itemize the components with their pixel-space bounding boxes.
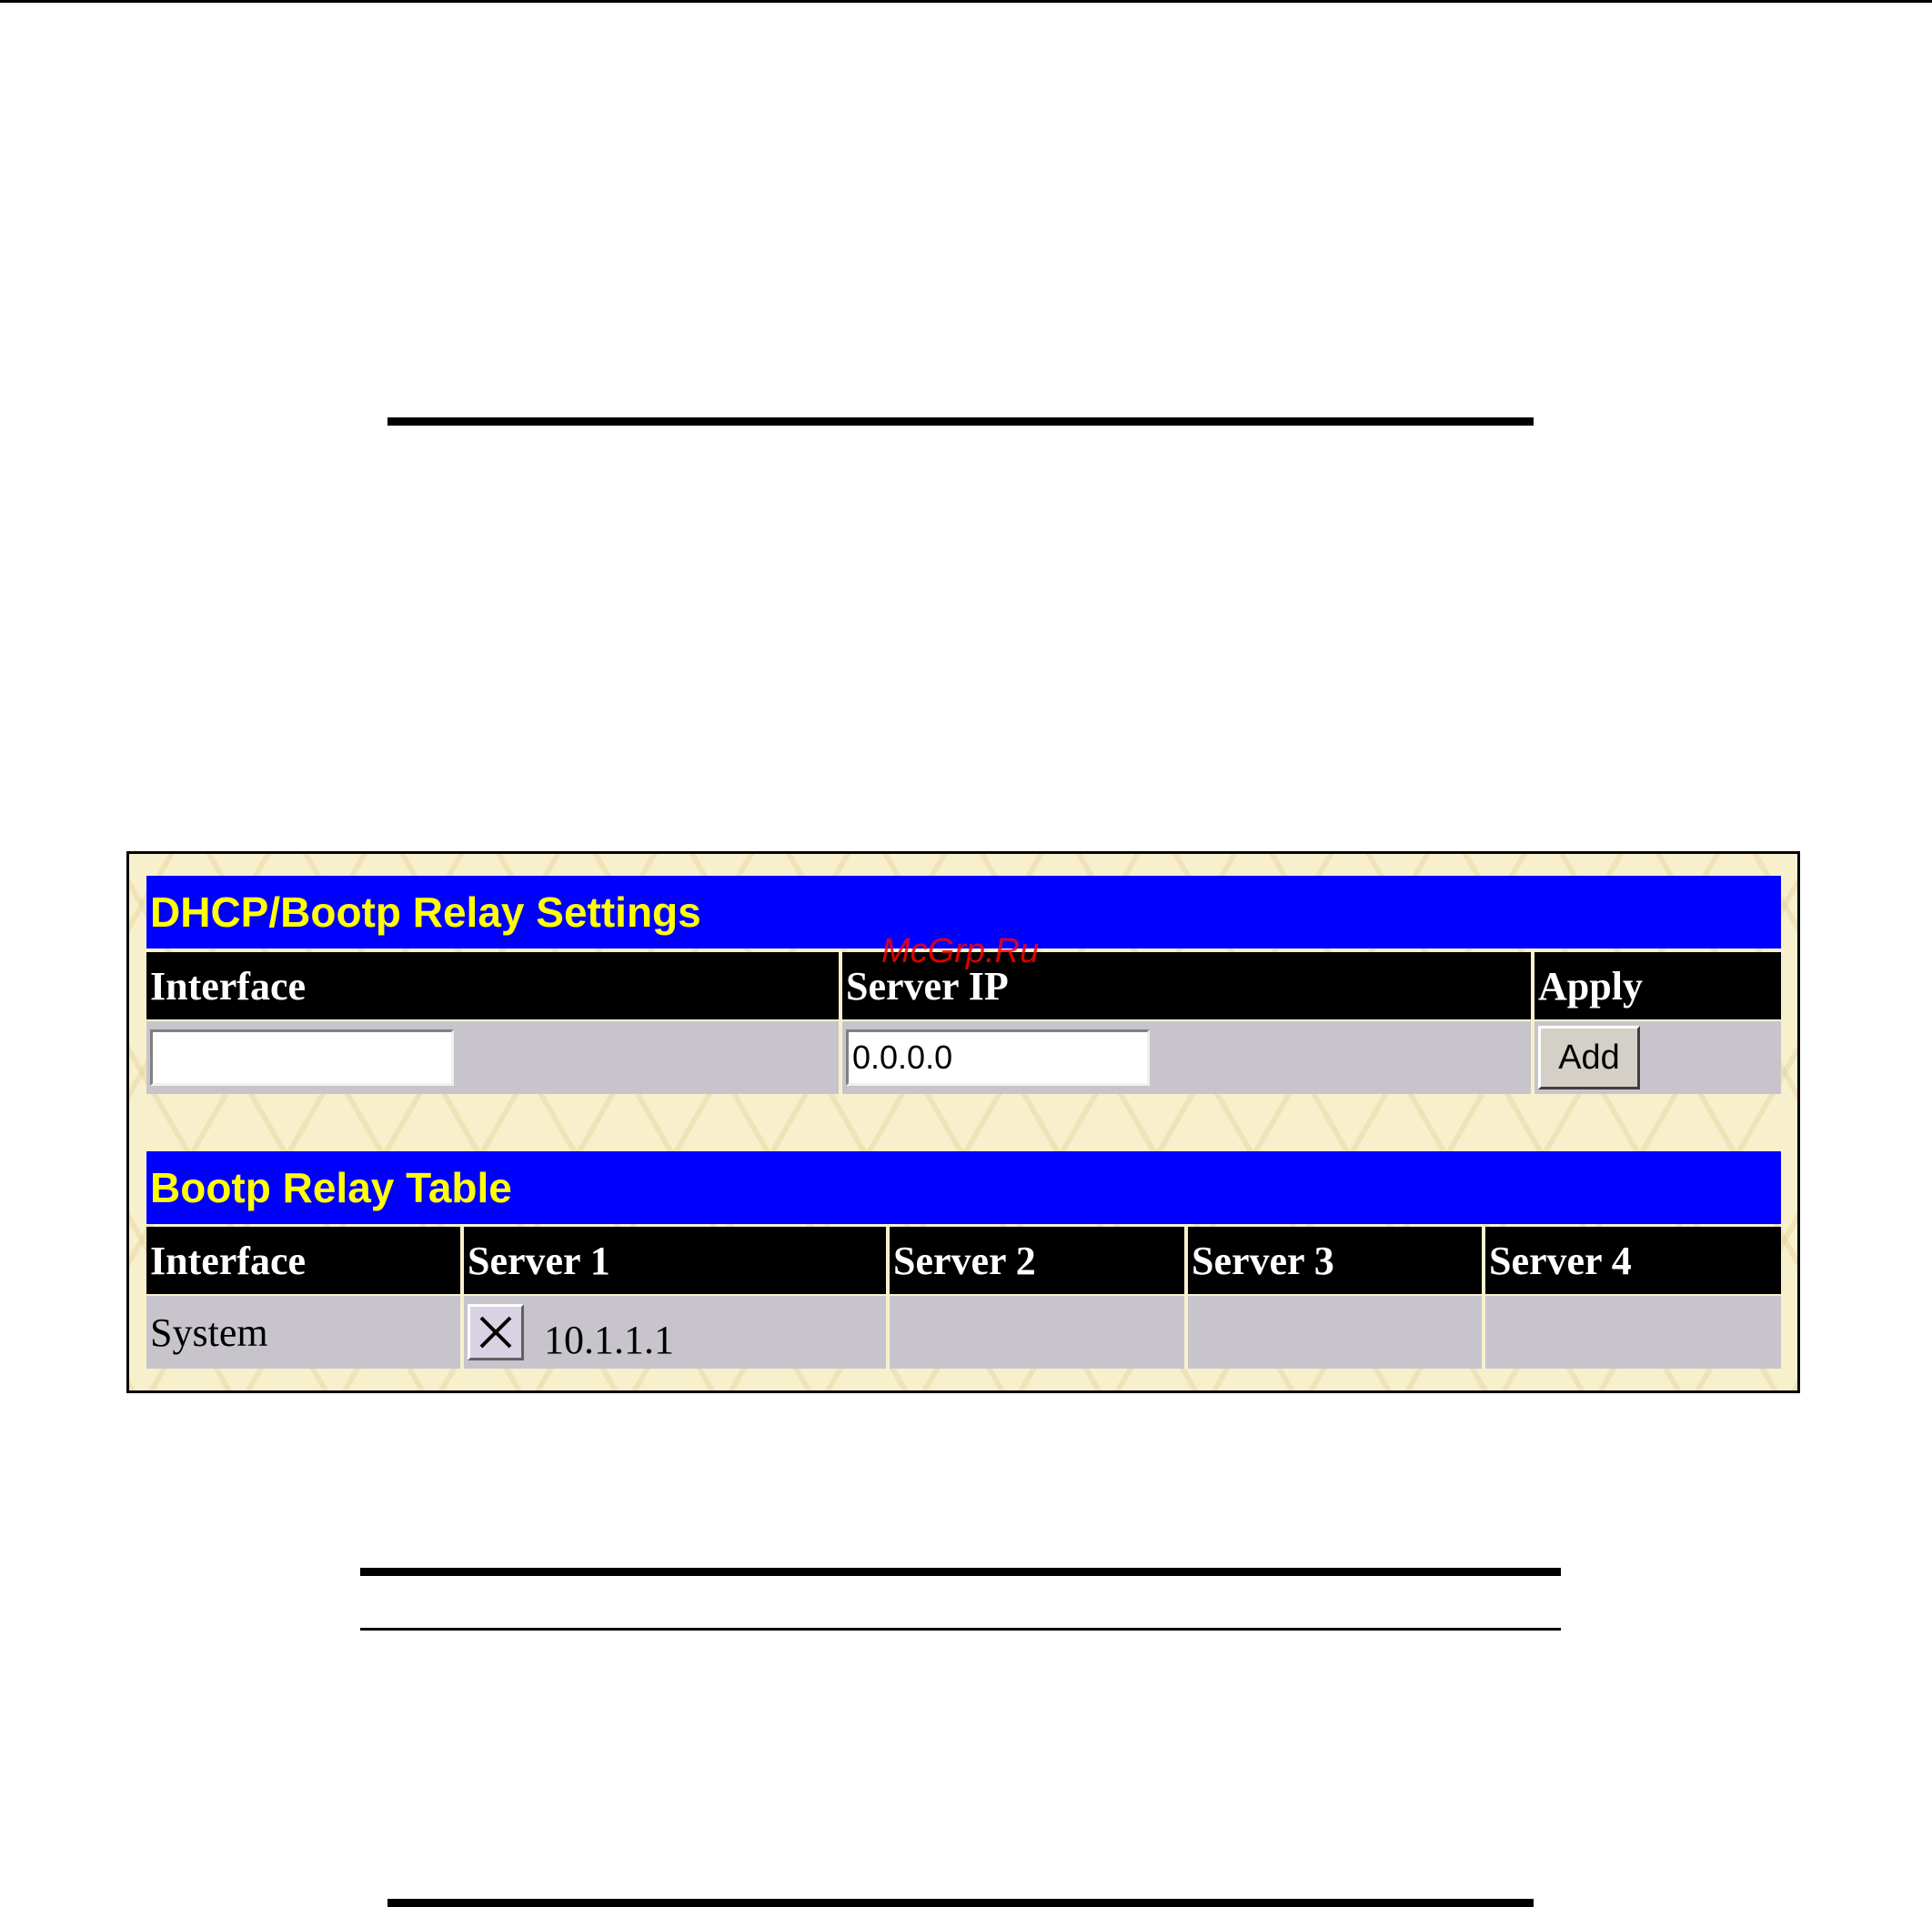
interface-input[interactable] xyxy=(150,1029,454,1086)
relay-settings-input-row xyxy=(146,1019,1781,1094)
add-button[interactable]: Add xyxy=(1538,1026,1640,1089)
watermark: McGrp.Ru xyxy=(881,932,1040,970)
separator-rule-thick xyxy=(360,1568,1561,1576)
apply-cell xyxy=(1533,1019,1781,1094)
server-ip-input[interactable] xyxy=(846,1029,1150,1086)
col-header-server-1: Server 1 xyxy=(462,1227,888,1294)
interface-cell xyxy=(146,1019,840,1094)
separator-rule-bottom xyxy=(387,1899,1534,1907)
bootp-relay-table xyxy=(146,1227,1781,1369)
col-header-server-3: Server 3 xyxy=(1186,1227,1484,1294)
relay-settings-title: DHCP/Bootp Relay Settings xyxy=(146,876,1781,948)
col-header-server-2: Server 2 xyxy=(888,1227,1186,1294)
col-header-interface: Interface xyxy=(146,1227,462,1294)
col-header-server-4: Server 4 xyxy=(1484,1227,1781,1294)
separator-rule xyxy=(387,417,1534,426)
row-server-4 xyxy=(1484,1294,1781,1369)
relay-settings-form xyxy=(146,952,1781,1094)
relay-table-title: Bootp Relay Table xyxy=(146,1151,1781,1224)
row-server-3 xyxy=(1186,1294,1484,1369)
delete-x-icon[interactable] xyxy=(468,1304,524,1360)
row-server-2 xyxy=(888,1294,1186,1369)
row-interface: System xyxy=(146,1294,462,1369)
separator-rule-thin xyxy=(360,1628,1561,1631)
col-header-interface: Interface xyxy=(146,952,840,1019)
col-header-apply: Apply xyxy=(1533,952,1781,1019)
table-row xyxy=(146,1294,1781,1369)
row-server-1 xyxy=(462,1294,888,1369)
server-ip-cell xyxy=(840,1019,1533,1094)
col-header-server-ip: Server IP xyxy=(840,952,1533,1019)
server-1-ip: 10.1.1.1 xyxy=(544,1317,674,1362)
relay-table-header-row xyxy=(146,1227,1781,1294)
top-rule xyxy=(0,0,1932,3)
x-glyph xyxy=(470,1307,521,1358)
